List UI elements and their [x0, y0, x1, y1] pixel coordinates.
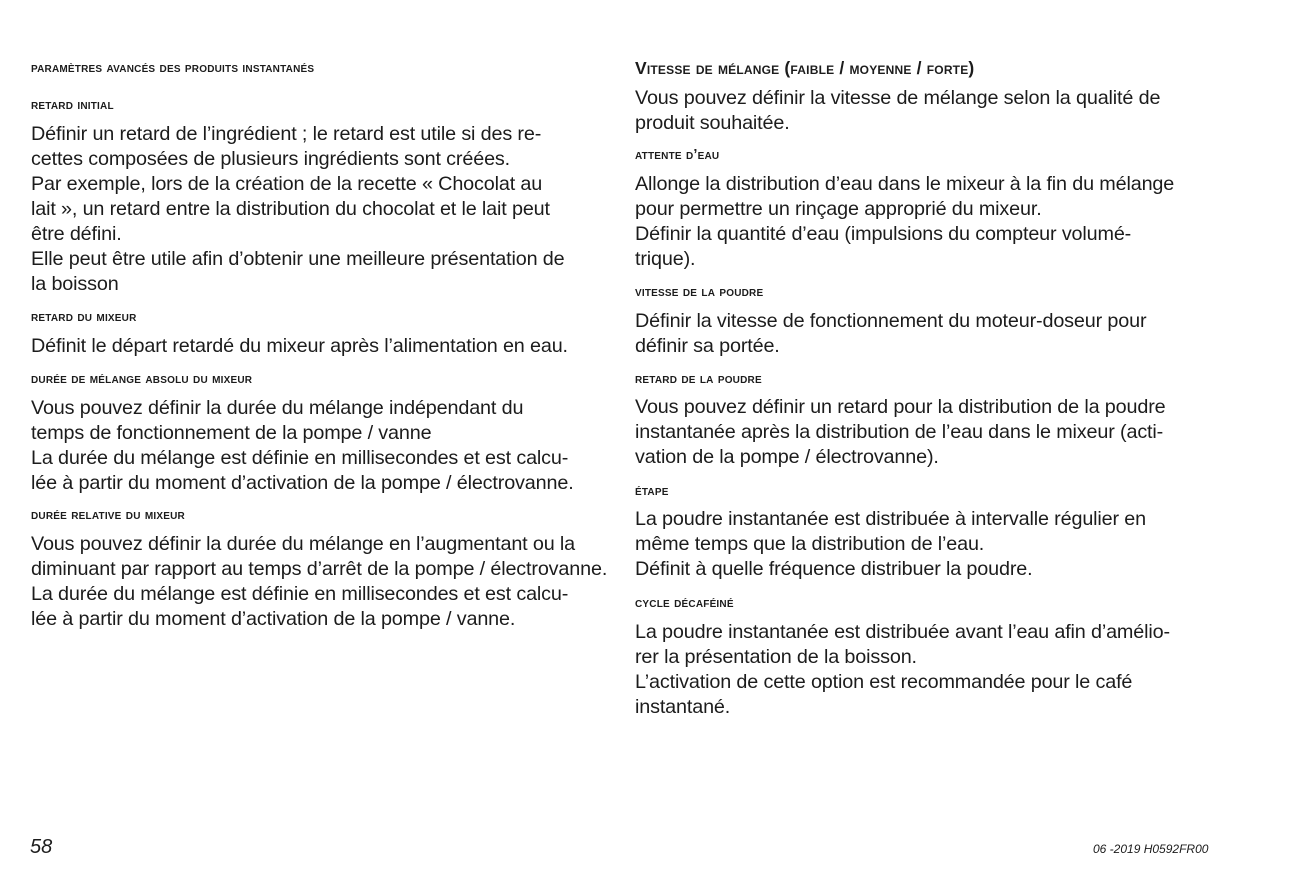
- text-line: La poudre instantanée est distribuée à intervalle régulier en: [635, 508, 1146, 530]
- text-line: même temps que la distribution de l’eau.: [635, 533, 985, 555]
- text-line: Définir la vitesse de fonctionnement du moteur-doseur pour: [635, 310, 1147, 332]
- text-line: Elle peut être utile afin d’obtenir une meilleure présentation de: [31, 248, 565, 270]
- section-body-etape: [635, 507, 1146, 582]
- section-title-retard-poudre: retard de la poudre: [635, 371, 762, 387]
- section-title-attente-eau: attente d’eau: [635, 147, 720, 163]
- section-title-vitesse-poudre: vitesse de la poudre: [635, 284, 764, 300]
- text-line: produit souhaitée.: [635, 112, 790, 134]
- text-line: rer la présentation de la boisson.: [635, 646, 917, 668]
- section-title-retard-du-mixeur: retard du mixeur: [31, 309, 137, 325]
- page-number: 58: [30, 836, 53, 858]
- text-line: Allonge la distribution d’eau dans le mixeur à la fin du mélange: [635, 173, 1175, 195]
- text-line: instantanée après la distribution de l’eau dans le mixeur (acti-: [635, 421, 1164, 443]
- text-line: L’activation de cette option est recommandée pour le café: [635, 671, 1133, 693]
- document-code: 06 -2019 H0592FR00: [1093, 842, 1209, 856]
- section-body-duree-relative: [31, 532, 607, 632]
- text-line: La durée du mélange est définie en millisecondes et est calcu-: [31, 447, 569, 469]
- text-line: Définir un retard de l’ingrédient ; le retard est utile si des re-: [31, 123, 542, 145]
- text-line: Définit le départ retardé du mixeur après l’alimentation en eau.: [31, 335, 568, 357]
- section-body-retard-du-mixeur: [31, 334, 568, 359]
- main-heading: paramètres avancés des produits instantanés: [31, 60, 315, 76]
- text-line: La poudre instantanée est distribuée avant l’eau afin d’amélio-: [635, 621, 1170, 643]
- section-body-attente-eau: [635, 172, 1174, 272]
- text-line: lée à partir du moment d’activation de la pompe / électrovanne.: [31, 472, 574, 494]
- section-body-retard-initial: [31, 122, 564, 297]
- section-title-duree-relative: durée relative du mixeur: [31, 507, 185, 523]
- text-line: Définit à quelle fréquence distribuer la poudre.: [635, 558, 1033, 580]
- text-line: Vous pouvez définir un retard pour la distribution de la poudre: [635, 396, 1166, 418]
- text-line: Vous pouvez définir la vitesse de mélange selon la qualité de: [635, 87, 1161, 109]
- text-line: être défini.: [31, 223, 122, 245]
- text-line: trique).: [635, 248, 696, 270]
- section-body-vitesse-poudre: [635, 309, 1146, 359]
- section-body-vitesse-melange: [635, 86, 1160, 136]
- section-title-vitesse-melange: Vitesse de mélange (faible / moyenne / forte): [635, 58, 975, 78]
- section-body-duree-melange-absolu: [31, 396, 574, 496]
- text-line: définir sa portée.: [635, 335, 780, 357]
- text-line: diminuant par rapport au temps d’arrêt de la pompe / électrovanne.: [31, 558, 608, 580]
- text-line: Vous pouvez définir la durée du mélange en l’augmentant ou la: [31, 533, 576, 555]
- text-line: Vous pouvez définir la durée du mélange indépendant du: [31, 397, 524, 419]
- text-line: instantané.: [635, 696, 731, 718]
- text-line: cettes composées de plusieurs ingrédients sont créées.: [31, 148, 511, 170]
- text-line: la boisson: [31, 273, 119, 295]
- text-line: temps de fonctionnement de la pompe / vanne: [31, 422, 432, 444]
- section-title-retard-initial: retard initial: [31, 97, 114, 113]
- text-line: Par exemple, lors de la création de la recette « Chocolat au: [31, 173, 543, 195]
- text-line: La durée du mélange est définie en millisecondes et est calcu-: [31, 583, 569, 605]
- section-title-duree-melange-absolu: durée de mélange absolu du mixeur: [31, 371, 253, 387]
- text-line: lée à partir du moment d’activation de la pompe / vanne.: [31, 608, 516, 630]
- section-body-retard-poudre: [635, 395, 1166, 470]
- section-body-cycle-decafeine: [635, 620, 1170, 720]
- text-line: pour permettre un rinçage approprié du mixeur.: [635, 198, 1042, 220]
- text-line: Définir la quantité d’eau (impulsions du compteur volumé-: [635, 223, 1132, 245]
- text-line: lait », un retard entre la distribution du chocolat et le lait peut: [31, 198, 550, 220]
- text-line: vation de la pompe / électrovanne).: [635, 446, 939, 468]
- section-title-cycle-decafeine: cycle décaféiné: [635, 595, 734, 611]
- section-title-etape: étape: [635, 483, 669, 499]
